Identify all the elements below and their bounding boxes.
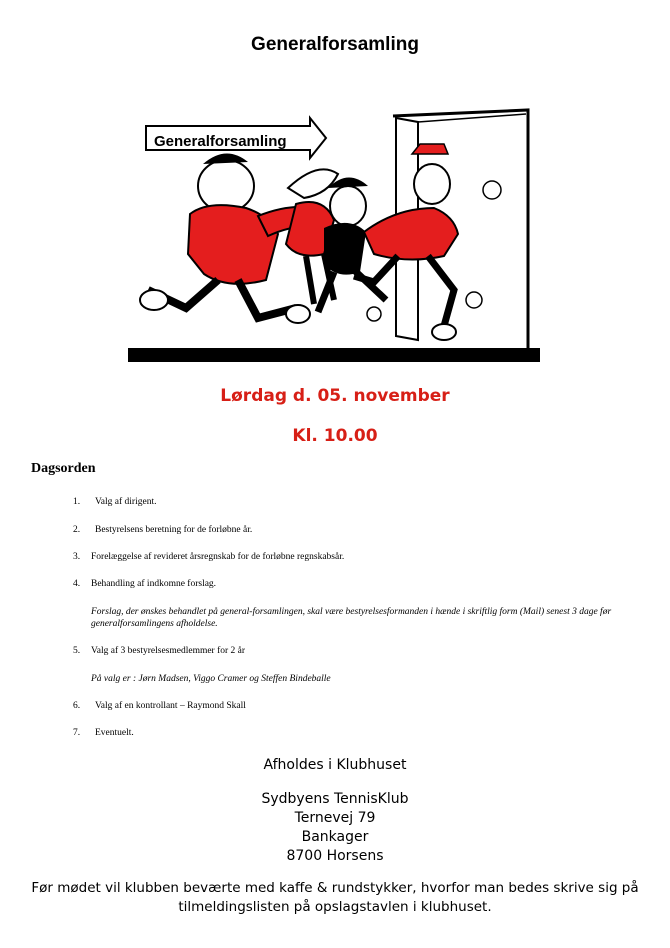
sign-text: Generalforsamling <box>154 133 287 150</box>
date-line: Lørdag d. 05. november <box>220 386 450 406</box>
agenda-item-number: 5. <box>73 646 81 656</box>
agenda-item-text: Valg af 3 bestyrelsesmedlemmer for 2 år <box>91 646 246 656</box>
cartoon-illustration <box>128 104 540 362</box>
agenda-heading: Dagsorden <box>31 461 96 476</box>
agenda-item-number: 4. <box>73 579 81 589</box>
club-name: Sydbyens TennisKlub <box>261 791 409 807</box>
agenda-item-text: Bestyrelsens beretning for de forløbne år. <box>95 525 253 535</box>
agenda-item-text: Forelæggelse af revideret årsregnskab for de forløbne regnskabsår. <box>91 552 345 562</box>
time-line: Kl. 10.00 <box>292 426 378 446</box>
agenda-note-proposals: Forslag, der ønskes behandlet på general-forsamlingen, skal være bestyrelsesformanden i hænde i skriftlig form (Mail) senest 3 dage før generalforsamlingens afholdelse. <box>91 607 612 629</box>
area-name: Bankager <box>301 829 369 845</box>
agenda-item-number: 6. <box>73 701 81 711</box>
venue-address <box>0 790 670 866</box>
agenda-note-candidates: På valg er : Jørn Madsen, Viggo Cramer og Steffen Bindeballe <box>91 674 331 684</box>
footer-note: Før mødet vil klubben beværte med kaffe & rundstykker, hvorfor man bedes skrive sig på tilmeldingslisten på opslagstavlen i klubhuset. <box>31 880 639 915</box>
agenda-item-text: Behandling af indkomne forslag. <box>91 579 217 589</box>
agenda-item-text: Valg af dirigent. <box>95 497 157 507</box>
page-title: Generalforsamling <box>251 34 419 55</box>
postal-city: 8700 Horsens <box>286 848 384 864</box>
agenda-item-number: 7. <box>73 728 81 738</box>
agenda-item-text: Eventuelt. <box>95 728 134 738</box>
agenda-item-number: 1. <box>73 497 81 507</box>
agenda-item-number: 3. <box>73 552 81 562</box>
venue-line: Afholdes i Klubhuset <box>263 757 407 773</box>
agenda-item-number: 2. <box>73 525 81 535</box>
agenda-item-text: Valg af en kontrollant – Raymond Skall <box>95 701 246 711</box>
street-address: Ternevej 79 <box>294 810 376 826</box>
